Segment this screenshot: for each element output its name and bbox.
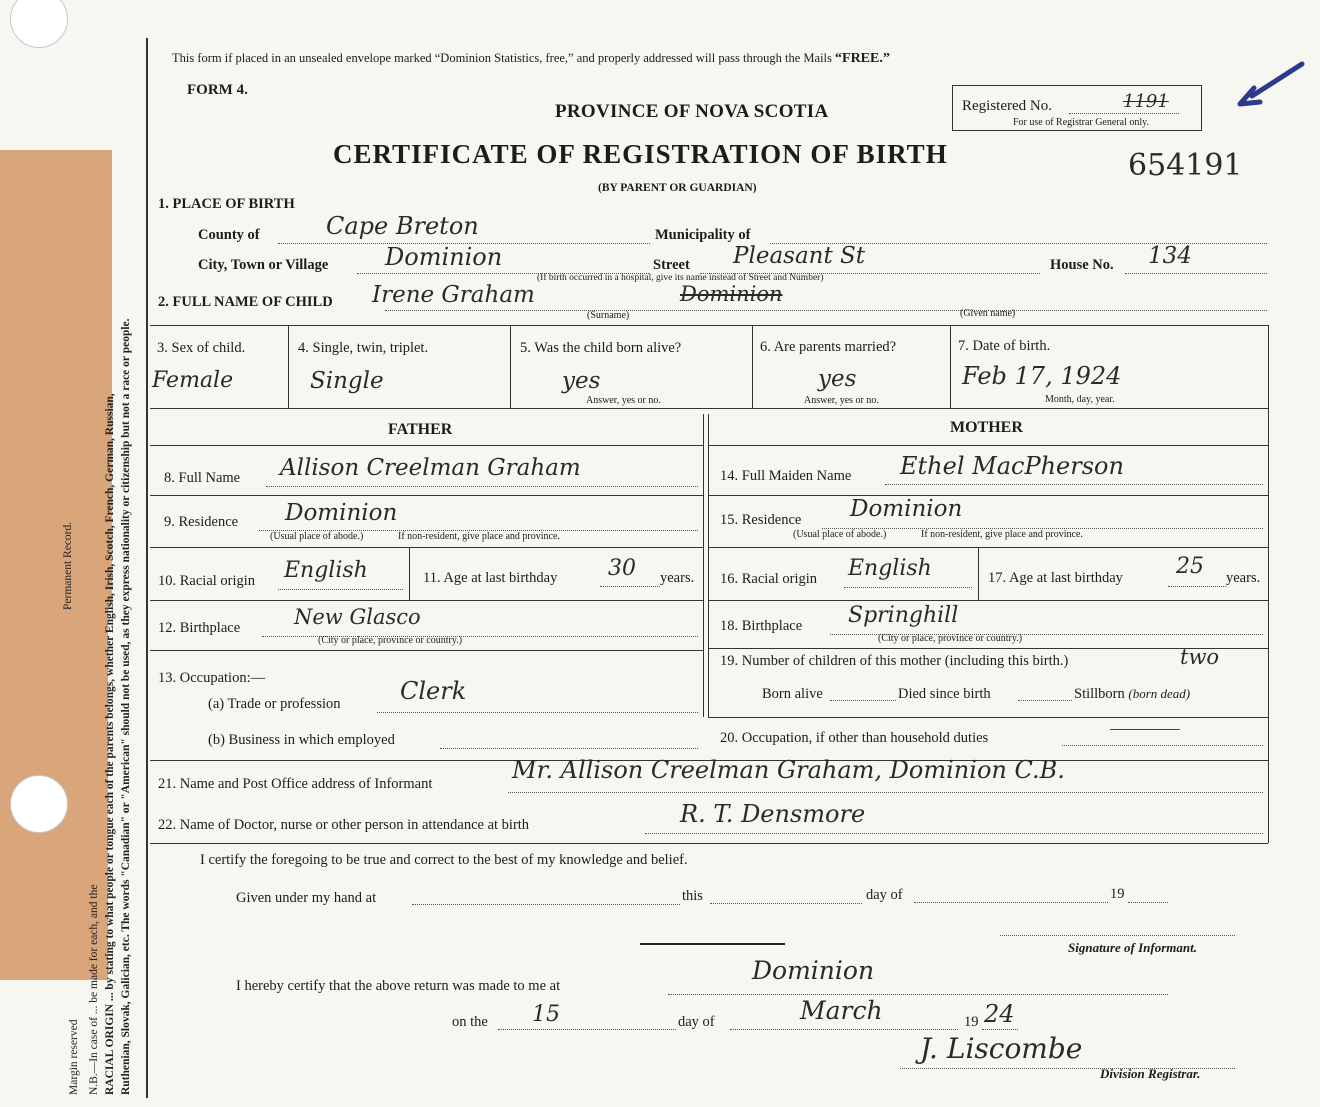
mother-residence-caption-a: (Usual place of abode.) (793, 529, 887, 540)
father-name-value: Allison Creelman Graham (280, 455, 581, 481)
this-label: this (682, 888, 703, 904)
mother-name-label: 14. Full Maiden Name (720, 468, 852, 484)
hospital-note: (If birth occurred in a hospital, give its name instead of Street and Number) (537, 273, 824, 283)
mother-age-unit: years. (1226, 570, 1261, 586)
father-residence-value: Dominion (285, 500, 398, 526)
registrar-place: Dominion (752, 956, 875, 985)
registrar-day-of-label: day of (678, 1014, 715, 1030)
municipality-label: Municipality of (655, 227, 751, 243)
mail-notice: This form if placed in an unsealed envelope marked “Dominion Statistics, free,” and properly addressed will pass through the Mails “FREE.” (172, 51, 890, 66)
father-birthplace-value: New Glasco (294, 605, 421, 629)
street-label: Street (653, 257, 690, 273)
registered-label: Registered No. (962, 98, 1052, 114)
father-age-label: 11. Age at last birthday (423, 570, 558, 586)
house-value: 134 (1148, 243, 1192, 269)
father-residence-caption-a: (Usual place of abode.) (270, 531, 364, 542)
father-age-value: 30 (608, 556, 636, 581)
married-value: yes (818, 366, 857, 392)
mother-age-value: 25 (1176, 554, 1204, 579)
stillborn-label: Stillborn (born dead) (1074, 686, 1191, 702)
father-racial-label: 10. Racial origin (158, 573, 256, 589)
given-name-caption: (Given name) (960, 308, 1016, 319)
single-value: Single (310, 368, 384, 394)
registrar-text: I hereby certify that the above return was made to me at (236, 978, 561, 994)
trade-label: (a) Trade or profession (208, 696, 341, 712)
registered-box (952, 85, 1202, 131)
margin-line-3: Ruthenian, Slovak, Galician, etc. The words "Canadian" or "American" should not be used, as they express nationality or citizenship but not a race or people. (120, 318, 132, 1095)
mother-residence-value: Dominion (850, 496, 963, 522)
surname-caption: (Surname) (587, 310, 630, 321)
father-heading: FATHER (388, 421, 453, 438)
signature-of-informant-caption: Signature of Informant. (1068, 940, 1197, 955)
children-label: 19. Number of children of this mother (including this birth.) (720, 653, 1069, 669)
place-of-birth-label: 1. PLACE OF BIRTH (158, 196, 295, 212)
margin-line-2: RACIAL ORIGIN ... by stating to what people or tongue each of the parents belongs, whether English, Irish, Scotch, French, German, Russian, (104, 393, 116, 1095)
on-the-label: on the (452, 1014, 488, 1030)
certificate-subtitle: (BY PARENT OR GUARDIAN) (598, 182, 757, 194)
margin-instructions (0, 0, 150, 1107)
mother-birthplace-label: 18. Birthplace (720, 618, 803, 634)
died-label: Died since birth (898, 686, 991, 702)
trade-value: Clerk (400, 677, 467, 705)
registrar-day: 15 (532, 1002, 560, 1027)
mother-birthplace-caption: (City or place, province or country.) (878, 633, 1023, 644)
doctor-label: 22. Name of Doctor, nurse or other person in attendance at birth (158, 817, 530, 833)
mother-racial-label: 16. Racial origin (720, 571, 818, 587)
child-name-struck: Dominion (680, 282, 783, 306)
born-alive-label: Born alive (762, 686, 823, 702)
child-name-value: Irene Graham (372, 282, 535, 308)
alive-label: 5. Was the child born alive? (520, 340, 682, 356)
mother-racial-value: English (848, 556, 932, 581)
house-label: House No. (1050, 257, 1114, 273)
single-label: 4. Single, twin, triplet. (298, 340, 429, 356)
father-age-unit: years. (660, 570, 695, 586)
mother-residence-label: 15. Residence (720, 512, 802, 528)
sex-value: Female (152, 368, 234, 393)
street-value: Pleasant St (733, 243, 866, 269)
married-caption: Answer, yes or no. (804, 395, 879, 406)
mother-residence-caption-b: If non-resident, give place and province. (921, 529, 1083, 540)
registrar-month: March (800, 996, 883, 1025)
registrar-signature: J. Liscombe (920, 1032, 1083, 1065)
form-number: FORM 4. (187, 82, 248, 98)
dob-label: 7. Date of birth. (958, 338, 1051, 354)
margin-line-1: N.B.—In case of ... be made for each, and the (88, 884, 100, 1095)
dob-value: Feb 17, 1924 (962, 362, 1122, 390)
province-title: PROVINCE OF NOVA SCOTIA (555, 101, 829, 122)
margin-reserved: Margin reserved (68, 1019, 80, 1095)
registrar-year: 24 (984, 1000, 1015, 1028)
father-residence-label: 9. Residence (164, 514, 239, 530)
business-label: (b) Business in which employed (208, 732, 395, 748)
city-value: Dominion (385, 243, 503, 271)
pen-check-arrow-icon (1232, 60, 1312, 120)
certify-text: I certify the foregoing to be true and correct to the best of my knowledge and belief. (200, 852, 688, 868)
dob-caption: Month, day, year. (1045, 394, 1115, 405)
informant-label: 21. Name and Post Office address of Informant (158, 776, 433, 792)
father-residence-caption-b: If non-resident, give place and province. (398, 531, 560, 542)
father-racial-value: English (284, 558, 368, 583)
mother-birthplace-value: Springhill (848, 603, 959, 628)
father-birthplace-caption: (City or place, province or country.) (318, 635, 463, 646)
county-label: County of (198, 227, 260, 243)
married-label: 6. Are parents married? (760, 339, 897, 355)
father-birthplace-label: 12. Birthplace (158, 620, 241, 636)
alive-value: yes (562, 368, 601, 394)
division-registrar-caption: Division Registrar. (1100, 1066, 1201, 1081)
children-value: two (1180, 645, 1220, 669)
sex-label: 3. Sex of child. (157, 340, 246, 356)
registrar-year-prefix: 19 (964, 1014, 979, 1030)
handwritten-number: 654191 (1128, 148, 1243, 183)
mother-name-value: Ethel MacPherson (900, 452, 1124, 480)
mother-heading: MOTHER (950, 419, 1023, 436)
registrar-note: For use of Registrar General only. (1013, 117, 1149, 128)
informant-value: Mr. Allison Creelman Graham, Dominion C.B. (512, 756, 1065, 784)
certificate-title: CERTIFICATE OF REGISTRATION OF BIRTH (333, 139, 948, 169)
alive-caption: Answer, yes or no. (586, 395, 661, 406)
form-left-border (146, 38, 148, 1098)
year-prefix: 19 (1110, 886, 1125, 902)
occupation-label: 13. Occupation:— (158, 670, 266, 686)
county-value: Cape Breton (326, 212, 479, 240)
mother-occupation-label: 20. Occupation, if other than household duties (720, 730, 989, 746)
child-name-label: 2. FULL NAME OF CHILD (158, 294, 333, 310)
mother-age-label: 17. Age at last birthday (988, 570, 1123, 586)
registered-value: 1191 (1123, 91, 1169, 112)
doctor-value: R. T. Densmore (680, 800, 866, 828)
day-of-label: day of (866, 887, 903, 903)
city-label: City, Town or Village (198, 257, 329, 273)
permanent-record: Permanent Record. (62, 521, 74, 610)
given-label: Given under my hand at (236, 890, 377, 906)
father-name-label: 8. Full Name (164, 470, 241, 486)
